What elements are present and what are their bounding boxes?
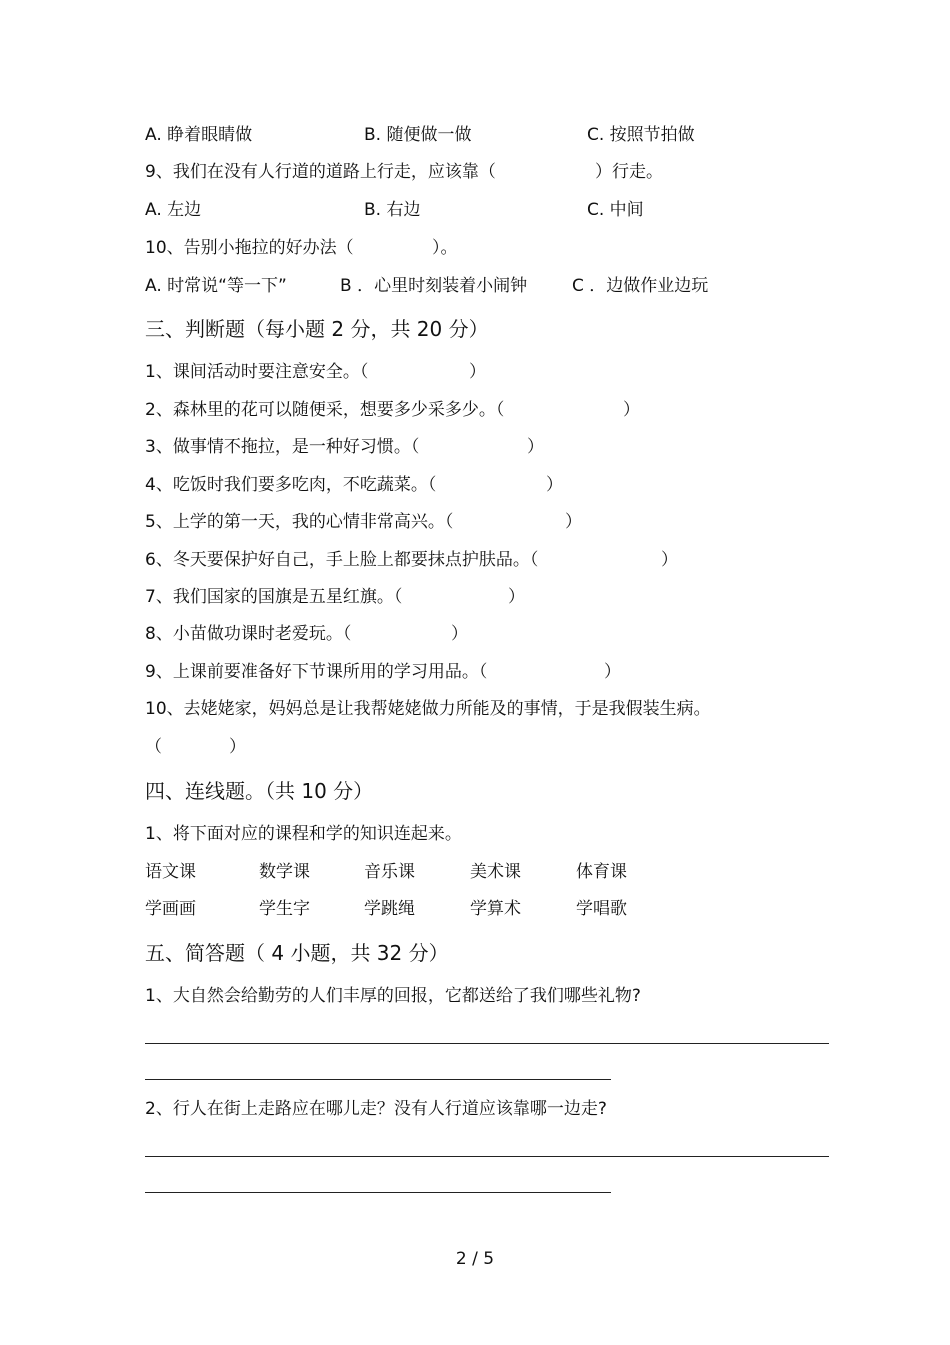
- q10-stem: 10、告别小拖拉的好办法（: [145, 238, 354, 258]
- page-number: 2 / 5: [455, 1249, 495, 1269]
- course-item: 音乐课: [364, 862, 415, 882]
- judge-item-9: 9、上课前要准备好下节课所用的学习用品。（: [145, 662, 488, 682]
- skill-item: 学算术: [470, 899, 521, 919]
- judge-item-8: 8、小苗做功课时老爱玩。（: [145, 624, 352, 644]
- course-item: 数学课: [259, 862, 310, 882]
- judge-item-3-close: ）: [527, 437, 544, 457]
- course-item: 语文课: [145, 862, 196, 882]
- judge-item-7-close: ）: [508, 587, 525, 607]
- judge-item-10: 10、去姥姥家，妈妈总是让我帮姥姥做力所能及的事情，于是我假装生病。: [145, 699, 711, 719]
- q9-option-a: A. 左边: [145, 200, 202, 220]
- answer-line: [145, 1079, 611, 1080]
- q10-option-c: C ．边做作业边玩: [572, 276, 709, 296]
- judge-item-2-close: ）: [623, 400, 640, 420]
- judge-item-10-open: （: [145, 737, 162, 757]
- q8-option-c: C. 按照节拍做: [587, 125, 695, 145]
- judge-item-6: 6、冬天要保护好自己，手上脸上都要抹点护肤品。（: [145, 550, 539, 570]
- q9-option-c: C. 中间: [587, 200, 644, 220]
- judge-item-8-close: ）: [451, 624, 468, 644]
- q10-option-a: A. 时常说“等一下”: [145, 276, 287, 296]
- skill-item: 学生字: [259, 899, 310, 919]
- course-item: 体育课: [576, 862, 627, 882]
- course-item: 美术课: [470, 862, 521, 882]
- judge-item-1: 1、课间活动时要注意安全。（: [145, 362, 369, 382]
- section4-title: 四、连线题。（共 10 分）: [145, 779, 374, 803]
- judge-item-1-close: ）: [469, 362, 486, 382]
- judge-item-2: 2、森林里的花可以随便采，想要多少采多少。（: [145, 400, 505, 420]
- skill-item: 学跳绳: [364, 899, 415, 919]
- q9-tail: ）行走。: [595, 162, 663, 182]
- answer-line: [145, 1043, 829, 1044]
- judge-item-10-close: ）: [229, 737, 246, 757]
- q8-option-b: B. 随便做一做: [364, 125, 472, 145]
- section4-instruction: 1、将下面对应的课程和学的知识连起来。: [145, 824, 462, 844]
- judge-item-5: 5、上学的第一天，我的心情非常高兴。（: [145, 512, 454, 532]
- q8-option-a: A. 睁着眼睛做: [145, 125, 253, 145]
- short-answer-q2: 2、行人在街上走路应在哪儿走？没有人行道应该靠哪一边走?: [145, 1099, 607, 1119]
- section5-title: 五、简答题（ 4 小题，共 32 分）: [145, 941, 449, 965]
- q9-option-b: B. 右边: [364, 200, 421, 220]
- judge-item-4: 4、吃饭时我们要多吃肉，不吃蔬菜。（: [145, 475, 437, 495]
- section3-title: 三、判断题（每小题 2 分，共 20 分）: [145, 317, 489, 341]
- judge-item-6-close: ）: [661, 550, 678, 570]
- skill-item: 学画画: [145, 899, 196, 919]
- answer-line: [145, 1156, 829, 1157]
- q10-tail: ）。: [432, 238, 458, 258]
- judge-item-3: 3、做事情不拖拉，是一种好习惯。（: [145, 437, 420, 457]
- skill-item: 学唱歌: [576, 899, 627, 919]
- judge-item-5-close: ）: [565, 512, 582, 532]
- q10-option-b: B ．心里时刻装着小闹钟: [340, 276, 528, 296]
- judge-item-7: 7、我们国家的国旗是五星红旗。（: [145, 587, 403, 607]
- q9-stem: 9、我们在没有人行道的道路上行走，应该靠（: [145, 162, 496, 182]
- judge-item-4-close: ）: [546, 475, 563, 495]
- judge-item-9-close: ）: [604, 662, 621, 682]
- short-answer-q1: 1、大自然会给勤劳的人们丰厚的回报，它都送给了我们哪些礼物?: [145, 986, 641, 1006]
- answer-line: [145, 1192, 611, 1193]
